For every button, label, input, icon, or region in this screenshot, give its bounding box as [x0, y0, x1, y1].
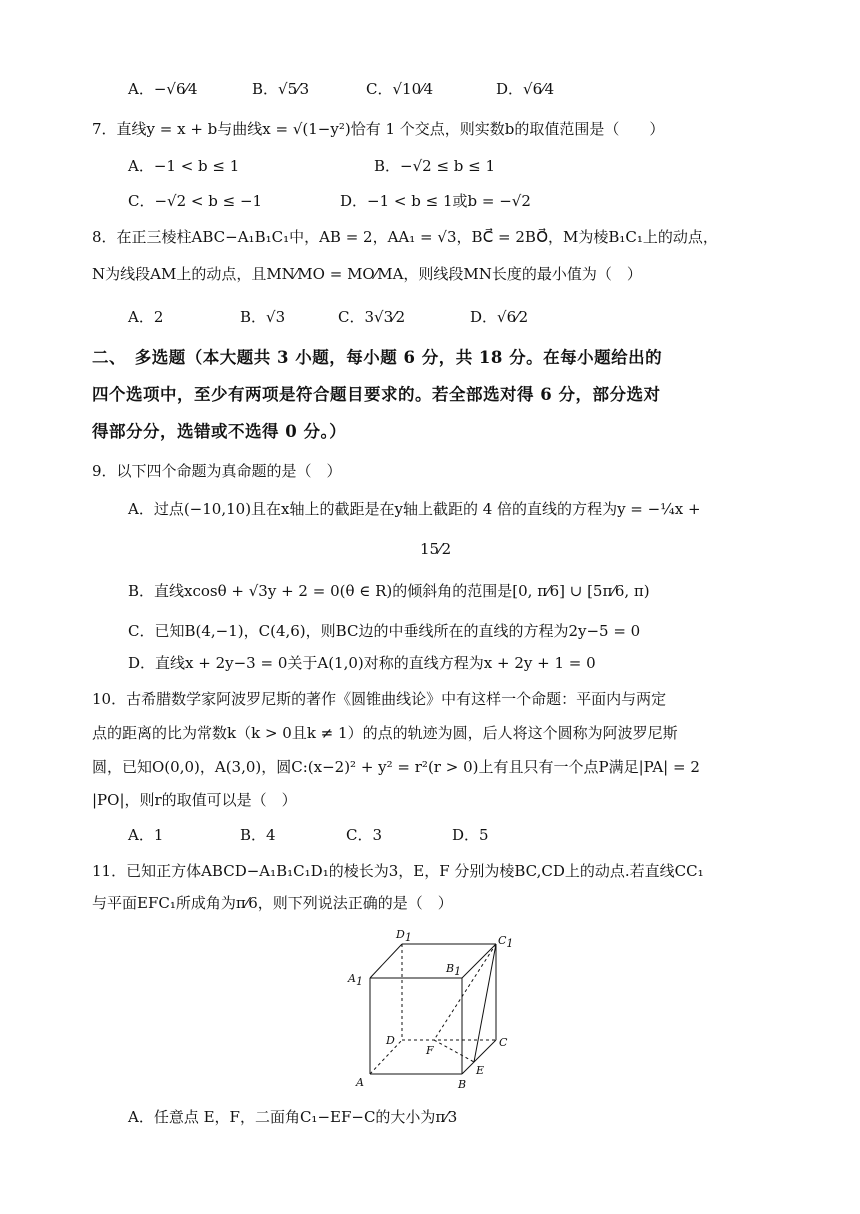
cube-figure	[340, 926, 520, 1096]
section2-heading-line1: 二、 多选题（本大题共 3 小题，每小题 6 分，共 18 分。在每小题给出的	[92, 348, 663, 367]
q10-option-a: A．1	[128, 826, 164, 844]
q10-line2: 点的距离的比为常数k（k > 0且k ≠ 1）的点的轨迹为圆，后人将这个圆称为阿波罗尼斯	[92, 724, 678, 742]
q8-option-a: A．2	[128, 308, 164, 326]
q8-option-d: D．√6⁄2	[470, 308, 529, 326]
q10-line4: |PO|，则r的取值可以是（ ）	[92, 791, 297, 809]
q8-option-c: C．3√3⁄2	[338, 308, 406, 326]
label-a: A	[356, 1076, 364, 1089]
q7-option-c: C．−√2 < b ≤ −1	[128, 192, 263, 210]
q7-stem: 7．直线y = x + b与曲线x = √(1−y²)恰有 1 个交点，则实数b的取值范围是（ ）	[92, 120, 665, 138]
q9-option-d: D．直线x + 2y−3 = 0关于A(1,0)对称的直线方程为x + 2y + 1 = 0	[128, 654, 596, 672]
label-d1: D1	[396, 928, 412, 944]
q11-line2: 与平面EFC₁所成角为π⁄6，则下列说法正确的是（ ）	[92, 894, 453, 912]
q9-option-a-line1: A．过点(−10,10)且在x轴上的截距是在y轴上截距的 4 倍的直线的方程为y = −¼x +	[128, 500, 701, 518]
q6-option-c: C．√10⁄4	[366, 80, 434, 98]
label-b: B	[458, 1078, 467, 1091]
q11-line1: 11．已知正方体ABCD−A₁B₁C₁D₁的棱长为3，E，F 分别为棱BC,CD上的动点.若直线CC₁	[92, 862, 704, 880]
segment-ef-hidden	[434, 1040, 474, 1062]
section2-heading-line3: 得部分分，选错或不选得 0 分。）	[92, 422, 347, 441]
label-e: E	[476, 1064, 485, 1077]
q8-stem-line1: 8．在正三棱柱ABC−A₁B₁C₁中，AB = 2，AA₁ = √3，BC⃗ = 2BO⃗，M为棱B₁C₁上的动点，	[92, 228, 718, 246]
q10-option-d: D．5	[452, 826, 489, 844]
q7-option-d: D．−1 < b ≤ 1或b = −√2	[340, 192, 531, 210]
q6-option-d: D．√6⁄4	[496, 80, 555, 98]
q8-option-b: B．√3	[240, 308, 286, 326]
q9-option-b: B．直线xcosθ + √3y + 2 = 0(θ ∈ R)的倾斜角的范围是[0, π⁄6] ∪ [5π⁄6, π)	[128, 582, 650, 600]
q9-option-c: C．已知B(4,−1)，C(4,6)，则BC边的中垂线所在的直线的方程为2y−5 = 0	[128, 622, 641, 640]
q10-line3: 圆，已知O(0,0)，A(3,0)，圆C:(x−2)² + y² = r²(r > 0)上有且只有一个点P满足|PA| = 2	[92, 758, 700, 776]
section2-heading-line2: 四个选项中，至少有两项是符合题目要求的。若全部选对得 6 分，部分选对	[92, 385, 661, 404]
q11-option-a: A．任意点 E，F，二面角C₁−EF−C的大小为π⁄3	[128, 1108, 458, 1126]
q10-option-c: C．3	[346, 826, 383, 844]
label-c: C	[499, 1036, 508, 1049]
q8-stem-line2: N为线段AM上的动点，且MN⁄MO = MO⁄MA，则线段MN长度的最小值为（ ）	[92, 265, 642, 283]
label-a1: A1	[348, 972, 363, 988]
q7-option-b: B．−√2 ≤ b ≤ 1	[374, 157, 496, 175]
q7-option-a: A．−1 < b ≤ 1	[128, 157, 240, 175]
edge-a1d1	[370, 944, 402, 978]
q6-option-a: A．−√6⁄4	[128, 80, 198, 98]
q10-line1: 10．古希腊数学家阿波罗尼斯的著作《圆锥曲线论》中有这样一个命题：平面内与两定	[92, 690, 667, 708]
label-b1: B1	[446, 962, 462, 978]
label-f: F	[426, 1044, 434, 1057]
label-c1: C1	[498, 934, 514, 950]
q6-option-b: B．√5⁄3	[252, 80, 310, 98]
label-d: D	[386, 1034, 395, 1047]
q10-option-b: B．4	[240, 826, 276, 844]
q9-option-a-line2: 15⁄2	[420, 540, 452, 558]
q9-stem: 9．以下四个命题为真命题的是（ ）	[92, 462, 342, 480]
